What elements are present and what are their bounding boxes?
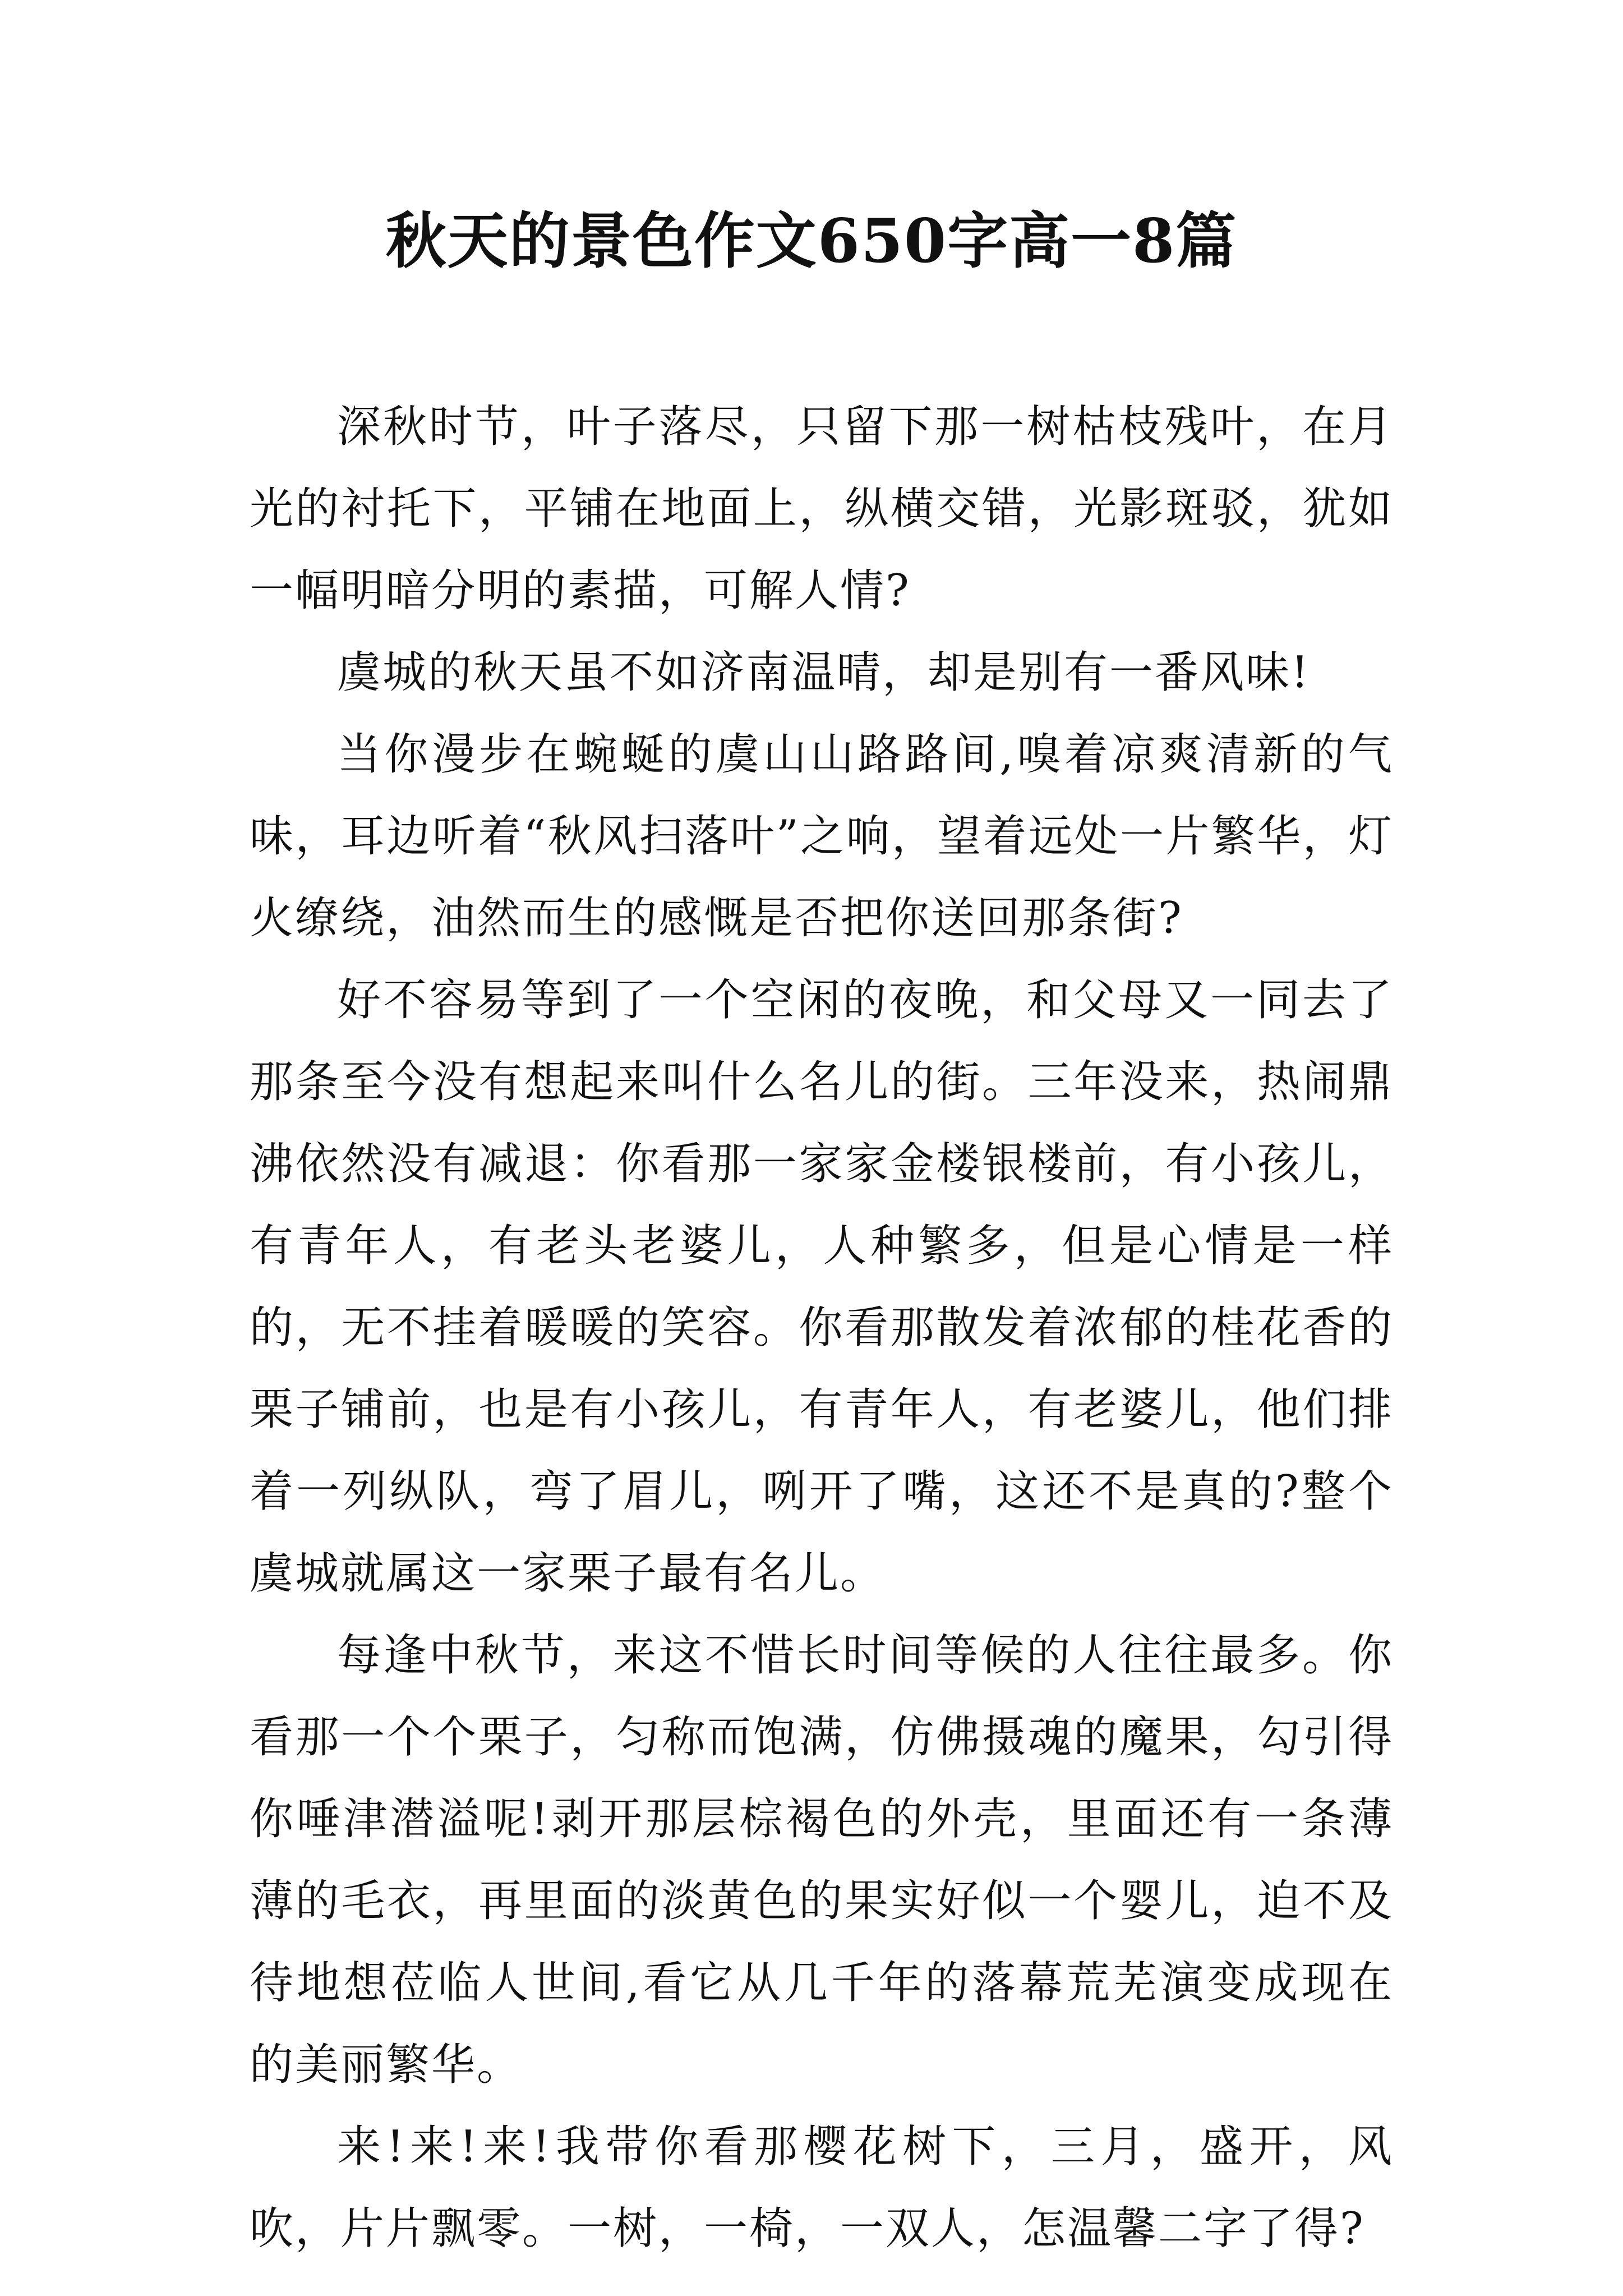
paragraph-6: 来!来!来!我带你看那樱花树下，三月，盛开，风吹，片片飘零。一树，一椅，一双人，怎温馨二字了得? <box>250 2122 1394 2254</box>
paragraph-5: 每逢中秋节，来这不惜长时间等候的人往往最多。你看那一个个栗子，匀称而饱满，仿佛摄魂的魔果，勾引得你唾津潜溢呢!剥开那层棕褐色的外壳，里面还有一条薄薄的毛衣，再里面的淡黄色的果实好似一个婴儿，迫不及待地想莅临人世间,看它从几千年的落幕荒芜演变成现在的美丽繁华。 <box>250 1630 1394 2090</box>
paragraph-2: 虞城的秋天虽不如济南温晴，却是别有一番风味! <box>337 647 1311 698</box>
document-title: 秋天的景色作文650字高一8篇 <box>385 206 1238 277</box>
paragraph-3: 当你漫步在蜿蜒的虞山山路路间,嗅着凉爽清新的气味，耳边听着“秋风扫落叶”之响，望着远处一片繁华，灯火缭绕，油然而生的感慨是否把你送回那条街? <box>250 729 1394 944</box>
paragraph-1: 深秋时节，叶子落尽，只留下那一树枯枝残叶，在月光的衬托下，平铺在地面上，纵横交错，光影斑驳，犹如一幅明暗分明的素描，可解人情? <box>250 402 1394 616</box>
document-body <box>250 386 1394 2270</box>
paragraph-4: 好不容易等到了一个空闲的夜晚，和父母又一同去了那条至今没有想起来叫什么名儿的街。三年没来，热闹鼎沸依然没有减退：你看那一家家金楼银楼前，有小孩儿，有青年人，有老头老婆儿，人种繁多，但是心情是一样的，无不挂着暖暖的笑容。你看那散发着浓郁的桂花香的栗子铺前，也是有小孩儿，有青年人，有老婆儿，他们排着一列纵队，弯了眉儿，咧开了嘴，这还不是真的?整个虞城就属这一家栗子最有名儿。 <box>250 975 1394 1599</box>
